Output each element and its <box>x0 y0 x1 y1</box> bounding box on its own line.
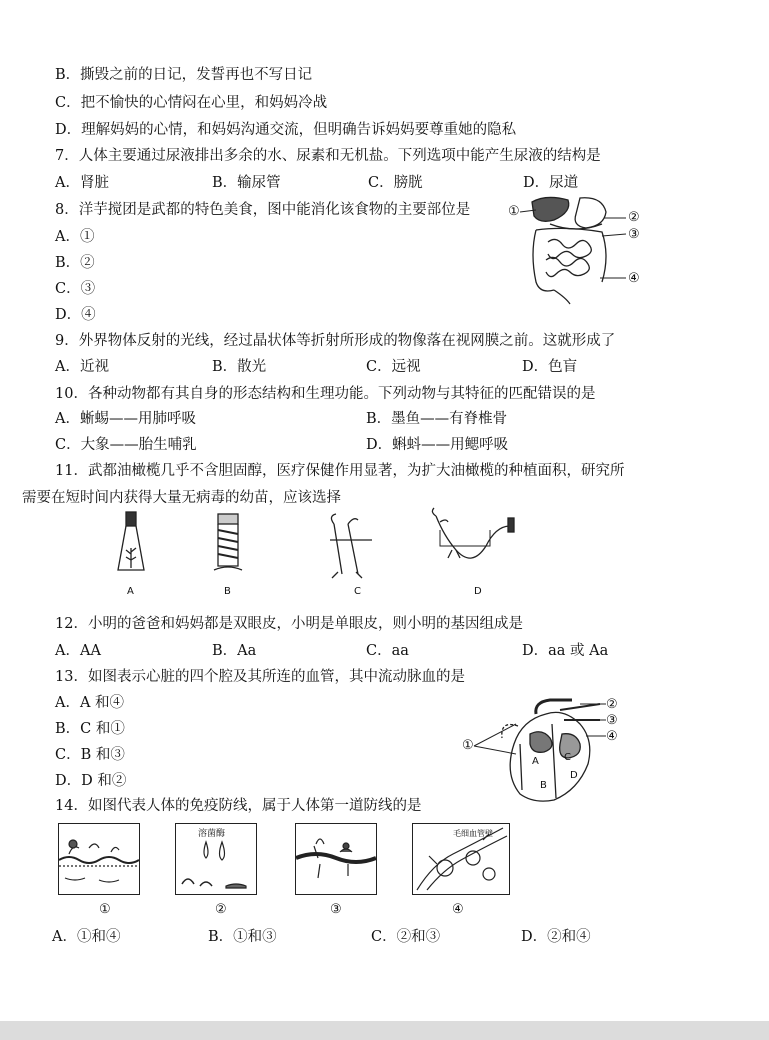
q11-stem-line1: 11．武都油橄榄几乎不含胆固醇，医疗保健作用显著，为扩大油橄榄的种植面积，研究所 <box>55 463 625 479</box>
q11-label-b: B <box>224 586 231 597</box>
capillary-wall-label: 毛细血管壁 <box>453 829 493 838</box>
q11-label-c: C <box>354 586 361 597</box>
q7-option-b: B．输尿管 <box>212 175 281 191</box>
q9-stem: 9．外界物体反射的光线，经过晶状体等折射所形成的物像落在视网膜之前。这就形成了 <box>55 333 616 349</box>
q10-stem: 10．各种动物都有其自身的形态结构和生理功能。下列动物与其特征的匹配错误的是 <box>55 386 596 402</box>
q8-option-c: C．③ <box>55 281 96 297</box>
q13-chamber-b: B <box>540 780 547 791</box>
propagation-methods-figure <box>110 510 530 600</box>
page-footer-bar <box>0 1021 769 1040</box>
q13-stem: 13．如图表示心脏的四个腔及其所连的血管，其中流动脉血的是 <box>55 669 465 685</box>
q12-option-a: A．AA <box>55 643 101 659</box>
q10-option-c: C．大象——胎生哺乳 <box>55 437 197 453</box>
q14-option-a: A．①和④ <box>52 929 121 945</box>
q8-option-d: D．④ <box>55 307 96 323</box>
q14-panel-label-3: ③ <box>330 902 342 917</box>
q11-label-d: D <box>474 586 482 597</box>
q14-option-c: C．②和③ <box>371 929 441 945</box>
lysozyme-label: 溶菌酶 <box>198 829 226 839</box>
q6-option-c: C．把不愉快的心情闷在心里，和妈妈冷战 <box>55 95 328 111</box>
q11-label-a: A <box>127 586 134 597</box>
q8-label-1: ① <box>508 204 520 219</box>
q13-label-2: ② <box>606 697 618 712</box>
q13-option-d: D．D 和② <box>55 773 127 789</box>
q14-option-b: B．①和③ <box>208 929 277 945</box>
q10-option-b: B．墨鱼——有脊椎骨 <box>366 411 508 427</box>
q9-option-b: B．散光 <box>212 359 267 375</box>
q12-option-b: B．Aa <box>212 643 257 659</box>
q13-label-3: ③ <box>606 713 618 728</box>
q12-option-c: C．aa <box>366 643 409 659</box>
q14-option-d: D．②和④ <box>521 929 591 945</box>
q13-chamber-d: D <box>570 770 578 781</box>
q11-stem-line2: 需要在短时间内获得大量无病毒的幼苗，应该选择 <box>22 490 341 506</box>
q8-label-3: ③ <box>628 227 640 242</box>
digestive-system-figure <box>506 194 656 306</box>
q8-stem: 8．洋芋搅团是武都的特色美食，图中能消化该食物的主要部位是 <box>55 202 471 218</box>
q13-chamber-c: C <box>564 752 571 763</box>
q8-option-a: A．① <box>55 229 95 245</box>
q13-option-b: B．C 和① <box>55 721 125 737</box>
q6-option-b: B．撕毁之前的日记，发誓再也不写日记 <box>55 67 313 83</box>
q13-option-c: C．B 和③ <box>55 747 125 763</box>
immune-panel-3 <box>295 823 377 895</box>
q10-option-d: D．蝌蚪——用鳃呼吸 <box>366 437 509 453</box>
q12-stem: 12．小明的爸爸和妈妈都是双眼皮，小明是单眼皮，则小明的基因组成是 <box>55 616 523 632</box>
q14-panel-label-4: ④ <box>452 902 464 917</box>
q14-panel-label-1: ① <box>99 902 111 917</box>
q12-option-d: D．aa 或 Aa <box>522 643 609 659</box>
q14-panel-label-2: ② <box>215 902 227 917</box>
immune-panel-2 <box>175 823 257 895</box>
q13-option-a: A．A 和④ <box>55 695 125 711</box>
q8-label-4: ④ <box>628 271 640 286</box>
q9-option-d: D．色盲 <box>522 359 578 375</box>
q9-option-c: C．远视 <box>366 359 421 375</box>
q10-option-a: A．蜥蜴——用肺呼吸 <box>55 411 196 427</box>
q7-option-d: D．尿道 <box>523 175 579 191</box>
q8-option-b: B．② <box>55 255 95 271</box>
q7-stem: 7．人体主要通过尿液排出多余的水、尿素和无机盐。下列选项中能产生尿液的结构是 <box>55 148 601 164</box>
heart-figure <box>460 694 620 804</box>
immune-panel-4 <box>412 823 510 895</box>
immune-panel-1 <box>58 823 140 895</box>
q13-label-4: ④ <box>606 729 618 744</box>
q6-option-d: D．理解妈妈的心情，和妈妈沟通交流，但明确告诉妈妈要尊重她的隐私 <box>55 122 517 138</box>
q13-chamber-a: A <box>532 756 539 767</box>
q14-stem: 14．如图代表人体的免疫防线，属于人体第一道防线的是 <box>55 798 422 814</box>
q13-label-1: ① <box>462 738 474 753</box>
q8-label-2: ② <box>628 210 640 225</box>
q9-option-a: A．近视 <box>55 359 109 375</box>
q7-option-a: A．肾脏 <box>55 175 109 191</box>
q7-option-c: C．膀胱 <box>368 175 423 191</box>
